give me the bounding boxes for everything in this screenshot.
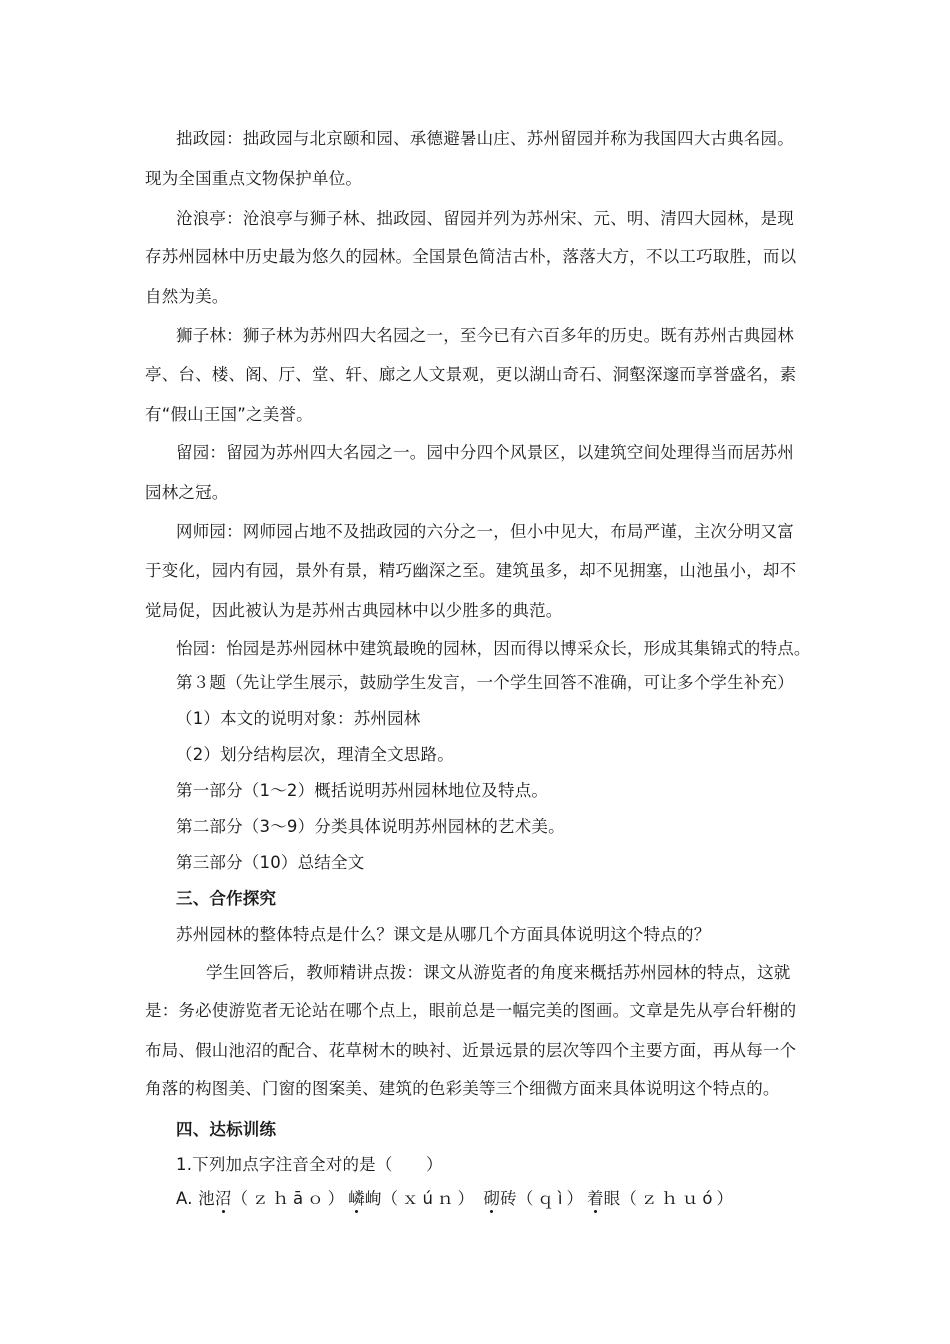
paragraph-wangshiyuan-line-1: 网师园：网师园占地不及拙政园的六分之一，但小中见大，布局严谨，主次分明又富: [176, 522, 794, 541]
paragraph-zhuozhengyuan-line-2: 现为全国重点文物保护单位。: [145, 169, 363, 188]
answer-item-2: （2）划分结构层次，理清全文思路。: [176, 745, 454, 764]
answer-paragraph-line-1: 学生回答后，教师精讲点拨：课文从游览者的角度来概括苏州园林的特点，这就: [206, 963, 791, 982]
structure-part-2: 第二部分（3～9）分类具体说明苏州园林的艺术美。: [176, 817, 565, 836]
answer-item-1: （1）本文的说明对象：苏州园林: [176, 709, 421, 728]
option-a-word-3: 砌砖: [483, 1189, 517, 1208]
option-a: [176, 1188, 737, 1210]
paragraph-shizilin-line-2: 亭、台、楼、阁、厅、堂、轩、廊之人文景观，更以湖山奇石、洞壑深邃而享誉盛名，素: [145, 365, 797, 384]
exercise-1: 1.下列加点字注音全对的是（ ）: [176, 1155, 443, 1174]
discussion-question: 苏州园林的整体特点是什么？课文是从哪几个方面具体说明这个特点的？: [176, 925, 711, 944]
structure-part-3: 第三部分（10）总结全文: [176, 853, 365, 872]
pinyin: （ｑì）: [516, 1189, 587, 1208]
paragraph-canglangting-line-1: 沧浪亭：沧浪亭与狮子林、拙政园、留园并列为苏州宋、元、明、清四大园林，是现: [176, 209, 794, 228]
paragraph-wangshiyuan-line-3: 觉局促，因此被认为是苏州古典园林中以少胜多的典范。: [145, 601, 563, 620]
paragraph-wangshiyuan-line-2: 于变化，园内有园，景外有景，精巧幽深之至。建筑虽多，却不见拥塞，山池虽小，却不: [145, 561, 797, 580]
section-heading-4: 四、达标训练: [176, 1120, 277, 1139]
paragraph-canglangting-line-3: 自然为美。: [145, 287, 229, 306]
paragraph-shizilin-line-3: 有“假山王国”之美誉。: [145, 405, 313, 424]
answer-paragraph-line-4: 角落的构图美、门窗的图案美、建筑的色彩美等三个细微方面来具体说明这个特点的。: [145, 1079, 780, 1098]
paragraph-yiyuan: 怡园：怡园是苏州园林中建筑最晚的园林，因而得以博采众长，形成其集锦式的特点。: [176, 639, 811, 658]
paragraph-canglangting-line-2: 存苏州园林中历史最为悠久的园林。全国景色简洁古朴，落落大方，不以工巧取胜，而以: [145, 247, 797, 266]
dotted-character: 嶙: [348, 1189, 365, 1208]
question-3: 第３题（先让学生展示，鼓励学生发言，一个学生回答不准确，可让多个学生补充）: [176, 673, 794, 692]
dotted-character: 着: [586, 1189, 604, 1208]
pinyin: （ｘúｎ）: [381, 1189, 479, 1208]
pinyin: （ｚｈāｏ）: [231, 1189, 349, 1208]
paragraph-liuyuan-line-2: 园林之冠。: [145, 483, 229, 502]
structure-part-1: 第一部分（1～2）概括说明苏州园林地位及特点。: [176, 781, 549, 800]
option-a-word-1: 池沼: [198, 1189, 232, 1208]
dotted-character: 沼: [214, 1189, 232, 1208]
paragraph-shizilin-line-1: 狮子林：狮子林为苏州四大名园之一，至今已有六百多年的历史。既有苏州古典园林: [176, 326, 794, 345]
option-a-label: A.: [176, 1189, 193, 1208]
section-heading-3: 三、合作探究: [176, 889, 277, 908]
pinyin: （ｚｈｕó）: [620, 1189, 737, 1208]
paragraph-liuyuan-line-1: 留园：留园为苏州四大名园之一。园中分四个风景区，以建筑空间处理得当而居苏州: [176, 443, 794, 462]
dotted-character: 砌: [483, 1189, 501, 1208]
paragraph-zhuozhengyuan-line-1: 拙政园：拙政园与北京颐和园、承德避暑山庄、苏州留园并称为我国四大古典名园。: [176, 129, 794, 148]
option-a-word-2: 嶙峋: [348, 1189, 382, 1208]
option-a-word-4: 着眼: [586, 1189, 621, 1208]
answer-paragraph-line-3: 布局、假山池沼的配合、花草树木的映衬、近景远景的层次等四个主要方面，再从每一个: [145, 1041, 797, 1060]
answer-paragraph-line-2: 是：务必使游览者无论站在哪个点上，眼前总是一幅完美的图画。文章是先从亭台轩榭的: [145, 1001, 797, 1020]
